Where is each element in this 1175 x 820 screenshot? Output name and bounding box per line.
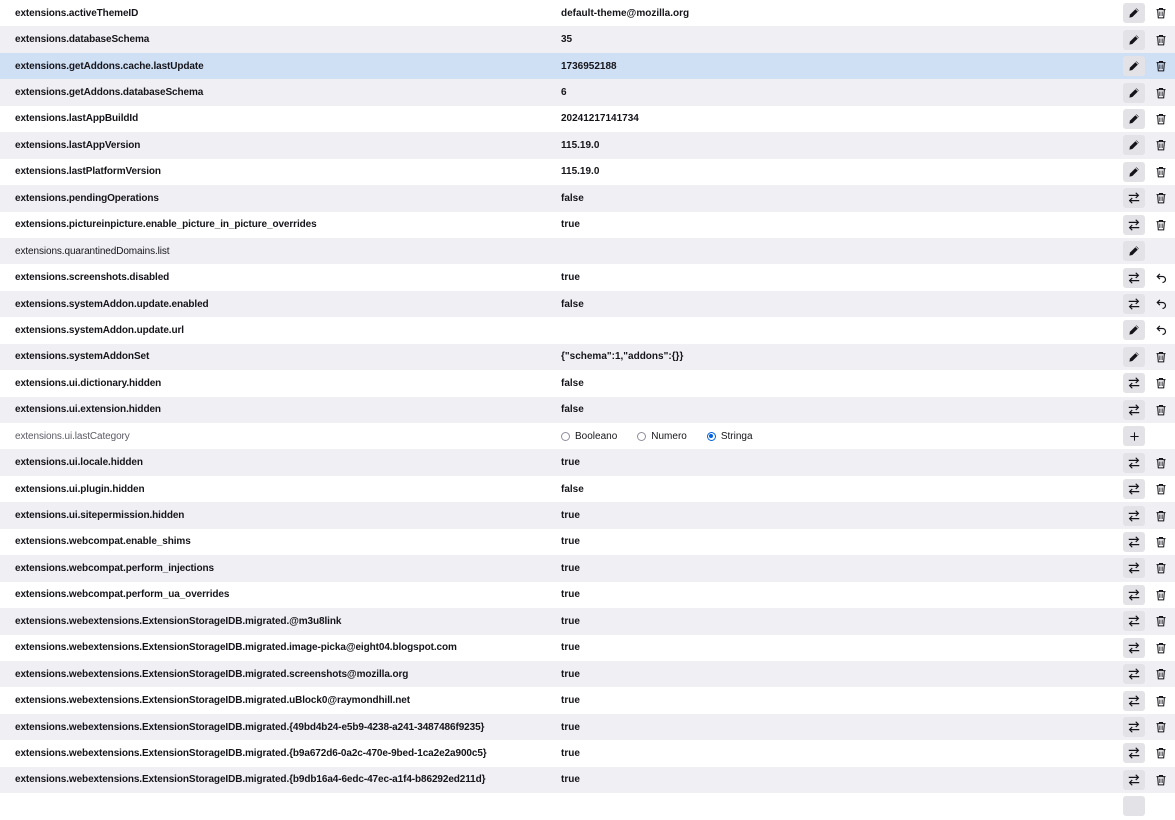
delete-icon [1155, 113, 1167, 125]
pref-name: extensions.ui.lastCategory [15, 430, 130, 442]
pref-value: false [561, 192, 584, 204]
pref-row[interactable] [0, 53, 1175, 79]
pref-value: 20241217141734 [561, 113, 639, 125]
toggle-button[interactable] [1123, 717, 1145, 737]
delete-button[interactable] [1150, 691, 1172, 711]
toggle-button[interactable] [1123, 479, 1145, 499]
delete-icon [1155, 589, 1167, 601]
pref-name: extensions.webextensions.ExtensionStorageIDB.migrated.image-picka@eight04.blogspot.com [15, 642, 457, 654]
delete-icon [1155, 615, 1167, 627]
delete-button[interactable] [1150, 717, 1172, 737]
toggle-button[interactable] [1123, 611, 1145, 631]
pref-row[interactable] [0, 529, 1175, 555]
delete-button[interactable] [1150, 347, 1172, 367]
delete-button[interactable] [1150, 743, 1172, 763]
edit-button[interactable] [1123, 162, 1145, 182]
pref-value: true [561, 615, 580, 627]
reset-button[interactable] [1150, 294, 1172, 314]
pref-row[interactable] [0, 344, 1175, 370]
delete-button[interactable] [1150, 215, 1172, 235]
delete-button[interactable] [1150, 506, 1172, 526]
delete-button[interactable] [1150, 56, 1172, 76]
delete-button[interactable] [1150, 611, 1172, 631]
delete-button[interactable] [1150, 162, 1172, 182]
pref-row[interactable] [0, 423, 1175, 449]
delete-icon [1155, 351, 1167, 363]
pref-value: {"schema":1,"addons":{}} [561, 351, 684, 363]
delete-button[interactable] [1150, 400, 1172, 420]
toggle-icon [1127, 746, 1141, 760]
pref-value: true [561, 747, 580, 759]
edit-button[interactable] [1123, 3, 1145, 23]
pref-row[interactable] [0, 317, 1175, 343]
pref-name: extensions.webextensions.ExtensionStorageIDB.migrated.{49bd4b24-e5b9-4238-a241-3487486f9235} [15, 721, 485, 733]
toggle-button[interactable] [1123, 664, 1145, 684]
toggle-icon [1127, 403, 1141, 417]
toggle-icon [1127, 191, 1141, 205]
pref-value: true [561, 219, 580, 231]
toggle-icon [1127, 218, 1141, 232]
toggle-button[interactable] [1123, 453, 1145, 473]
toggle-icon [1127, 773, 1141, 787]
edit-icon [1128, 324, 1140, 336]
type-option-label: Booleano [575, 430, 618, 442]
toggle-button[interactable] [1123, 585, 1145, 605]
toggle-icon [1127, 614, 1141, 628]
pref-row[interactable] [0, 238, 1175, 264]
delete-button[interactable] [1150, 83, 1172, 103]
reset-icon [1155, 272, 1167, 284]
pref-row[interactable] [0, 26, 1175, 52]
pref-row[interactable] [0, 159, 1175, 185]
pref-value: default-theme@mozilla.org [561, 7, 690, 19]
toggle-icon [1127, 720, 1141, 734]
pref-row[interactable] [0, 740, 1175, 766]
toggle-icon [1127, 667, 1141, 681]
edit-icon [1128, 351, 1140, 363]
pref-name: extensions.screenshots.disabled [15, 272, 170, 284]
pref-value: false [561, 483, 584, 495]
delete-button[interactable] [1150, 664, 1172, 684]
pref-name: extensions.ui.locale.hidden [15, 457, 143, 469]
pref-value: true [561, 562, 580, 574]
edit-icon [1128, 34, 1140, 46]
delete-icon [1155, 483, 1167, 495]
pref-value: true [561, 589, 580, 601]
pref-row[interactable] [0, 212, 1175, 238]
edit-icon [1128, 245, 1140, 257]
delete-icon [1155, 404, 1167, 416]
pref-row[interactable] [0, 291, 1175, 317]
type-option-stringa[interactable] [707, 431, 753, 442]
type-option-label: Numero [651, 430, 687, 442]
delete-icon [1155, 139, 1167, 151]
pref-name: extensions.webextensions.ExtensionStorageIDB.migrated.uBlock0@raymondhill.net [15, 695, 410, 707]
toggle-button[interactable] [1123, 268, 1145, 288]
pref-row[interactable] [0, 476, 1175, 502]
edit-button[interactable] [1123, 109, 1145, 129]
pref-row[interactable] [0, 79, 1175, 105]
delete-icon [1155, 219, 1167, 231]
pref-row[interactable] [0, 370, 1175, 396]
pref-row[interactable] [0, 449, 1175, 475]
delete-button[interactable] [1150, 770, 1172, 790]
pref-name: extensions.webextensions.ExtensionStorageIDB.migrated.{b9a672d6-0a2c-470e-9bed-1ca2e2a900c5} [15, 747, 487, 759]
delete-button[interactable] [1150, 109, 1172, 129]
delete-icon [1155, 774, 1167, 786]
pref-value: false [561, 377, 584, 389]
edit-button[interactable] [1123, 83, 1145, 103]
delete-icon [1155, 747, 1167, 759]
delete-icon [1155, 510, 1167, 522]
pref-value: true [561, 536, 580, 548]
edit-icon [1128, 60, 1140, 72]
toggle-icon [1127, 509, 1141, 523]
pref-value: false [561, 404, 584, 416]
pref-row[interactable] [0, 132, 1175, 158]
pref-row[interactable] [0, 0, 1175, 26]
delete-icon [1155, 721, 1167, 733]
pref-value: true [561, 774, 580, 786]
pref-name: extensions.webextensions.ExtensionStorageIDB.migrated.@m3u8link [15, 615, 342, 627]
delete-button[interactable] [1150, 188, 1172, 208]
delete-button[interactable] [1150, 479, 1172, 499]
edit-icon [1128, 113, 1140, 125]
reset-button[interactable] [1150, 320, 1172, 340]
pref-value: true [561, 457, 580, 469]
type-option-booleano[interactable] [561, 431, 617, 442]
edit-icon [1128, 166, 1140, 178]
toggle-button[interactable] [1123, 770, 1145, 790]
pref-value: 115.19.0 [561, 166, 600, 178]
pref-name: extensions.lastPlatformVersion [15, 166, 161, 178]
add-button[interactable] [1123, 426, 1145, 446]
pref-name: extensions.ui.dictionary.hidden [15, 377, 162, 389]
pref-value: 6 [561, 87, 567, 99]
edit-button[interactable] [1123, 56, 1145, 76]
delete-icon [1155, 377, 1167, 389]
pref-name: extensions.webcompat.perform_ua_overrides [15, 589, 230, 601]
delete-button[interactable] [1150, 532, 1172, 552]
pref-name: extensions.lastAppBuildId [15, 113, 139, 125]
pref-name: extensions.pendingOperations [15, 192, 159, 204]
pref-name: extensions.databaseSchema [15, 34, 150, 46]
pref-value: true [561, 668, 580, 680]
delete-icon [1155, 7, 1167, 19]
edit-icon [1128, 87, 1140, 99]
pref-value: true [561, 642, 580, 654]
toggle-button[interactable] [1123, 215, 1145, 235]
delete-icon [1155, 536, 1167, 548]
pref-name: extensions.lastAppVersion [15, 139, 141, 151]
pref-row[interactable] [0, 687, 1175, 713]
edit-button[interactable] [1123, 241, 1145, 261]
toggle-button[interactable] [1123, 400, 1145, 420]
partial-button[interactable] [1123, 796, 1145, 816]
toggle-icon [1127, 297, 1141, 311]
edit-icon [1128, 139, 1140, 151]
delete-button[interactable] [1150, 3, 1172, 23]
pref-row[interactable] [0, 661, 1175, 687]
edit-button[interactable] [1123, 135, 1145, 155]
delete-button[interactable] [1150, 30, 1172, 50]
pref-value: 115.19.0 [561, 139, 600, 151]
pref-value: true [561, 510, 580, 522]
pref-row[interactable] [0, 397, 1175, 423]
delete-icon [1155, 60, 1167, 72]
toggle-button[interactable] [1123, 743, 1145, 763]
reset-button[interactable] [1150, 268, 1172, 288]
toggle-button[interactable] [1123, 373, 1145, 393]
delete-icon [1155, 87, 1167, 99]
toggle-icon [1127, 456, 1141, 470]
pref-name: extensions.systemAddon.update.enabled [15, 298, 209, 310]
pref-value: true [561, 272, 580, 284]
pref-value: true [561, 721, 580, 733]
toggle-icon [1127, 482, 1141, 496]
toggle-icon [1127, 376, 1141, 390]
pref-row[interactable] [0, 502, 1175, 528]
toggle-button[interactable] [1123, 506, 1145, 526]
radio-button[interactable] [637, 432, 646, 441]
delete-icon [1155, 457, 1167, 469]
pref-row[interactable] [0, 264, 1175, 290]
pref-name: extensions.systemAddon.update.url [15, 324, 184, 336]
pref-name: extensions.pictureinpicture.enable_picture_in_picture_overrides [15, 219, 317, 231]
toggle-icon [1127, 535, 1141, 549]
pref-row[interactable] [0, 185, 1175, 211]
radio-button[interactable] [561, 432, 570, 441]
pref-row[interactable] [0, 714, 1175, 740]
reset-icon [1155, 324, 1167, 336]
edit-button[interactable] [1123, 320, 1145, 340]
toggle-icon [1127, 641, 1141, 655]
pref-value: 1736952188 [561, 60, 617, 72]
pref-name: extensions.systemAddonSet [15, 351, 150, 363]
pref-name: extensions.webextensions.ExtensionStorageIDB.migrated.{b9db16a4-6edc-47ec-a1f4-b86292ed211d} [15, 774, 486, 786]
delete-button[interactable] [1150, 135, 1172, 155]
delete-button[interactable] [1150, 558, 1172, 578]
pref-row[interactable] [0, 793, 1175, 819]
pref-row[interactable] [0, 767, 1175, 793]
toggle-icon [1127, 694, 1141, 708]
radio-button[interactable] [707, 432, 716, 441]
reset-icon [1155, 298, 1167, 310]
pref-row[interactable] [0, 582, 1175, 608]
edit-icon [1128, 7, 1140, 19]
pref-name: extensions.getAddons.databaseSchema [15, 87, 204, 99]
edit-button[interactable] [1123, 30, 1145, 50]
type-option-numero[interactable] [637, 431, 687, 442]
toggle-button[interactable] [1123, 691, 1145, 711]
delete-icon [1155, 642, 1167, 654]
delete-icon [1155, 668, 1167, 680]
toggle-button[interactable] [1123, 558, 1145, 578]
pref-value: 35 [561, 34, 573, 46]
edit-button[interactable] [1123, 347, 1145, 367]
toggle-button[interactable] [1123, 294, 1145, 314]
delete-icon [1155, 166, 1167, 178]
pref-name: extensions.webcompat.perform_injections [15, 562, 214, 574]
pref-row[interactable] [0, 635, 1175, 661]
type-option-label: Stringa [720, 430, 753, 442]
pref-name: extensions.activeThemeID [15, 7, 139, 19]
delete-button[interactable] [1150, 585, 1172, 605]
pref-name: extensions.ui.sitepermission.hidden [15, 510, 185, 522]
toggle-button[interactable] [1123, 638, 1145, 658]
delete-icon [1155, 562, 1167, 574]
add-icon [1129, 431, 1140, 442]
toggle-icon [1127, 588, 1141, 602]
pref-name: extensions.ui.plugin.hidden [15, 483, 145, 495]
pref-row[interactable] [0, 555, 1175, 581]
pref-name: extensions.webextensions.ExtensionStorageIDB.migrated.screenshots@mozilla.org [15, 668, 409, 680]
delete-button[interactable] [1150, 453, 1172, 473]
pref-row[interactable] [0, 608, 1175, 634]
pref-row[interactable] [0, 106, 1175, 132]
toggle-icon [1127, 271, 1141, 285]
toggle-button[interactable] [1123, 188, 1145, 208]
toggle-icon [1127, 561, 1141, 575]
pref-value: false [561, 298, 584, 310]
pref-name: extensions.ui.extension.hidden [15, 404, 161, 416]
pref-name: extensions.webcompat.enable_shims [15, 536, 191, 548]
delete-button[interactable] [1150, 638, 1172, 658]
delete-button[interactable] [1150, 373, 1172, 393]
delete-icon [1155, 695, 1167, 707]
pref-name: extensions.quarantinedDomains.list [15, 245, 170, 257]
pref-name: extensions.getAddons.cache.lastUpdate [15, 60, 204, 72]
toggle-button[interactable] [1123, 532, 1145, 552]
type-radio-group [561, 423, 773, 449]
pref-value: true [561, 695, 580, 707]
delete-icon [1155, 34, 1167, 46]
delete-icon [1155, 192, 1167, 204]
